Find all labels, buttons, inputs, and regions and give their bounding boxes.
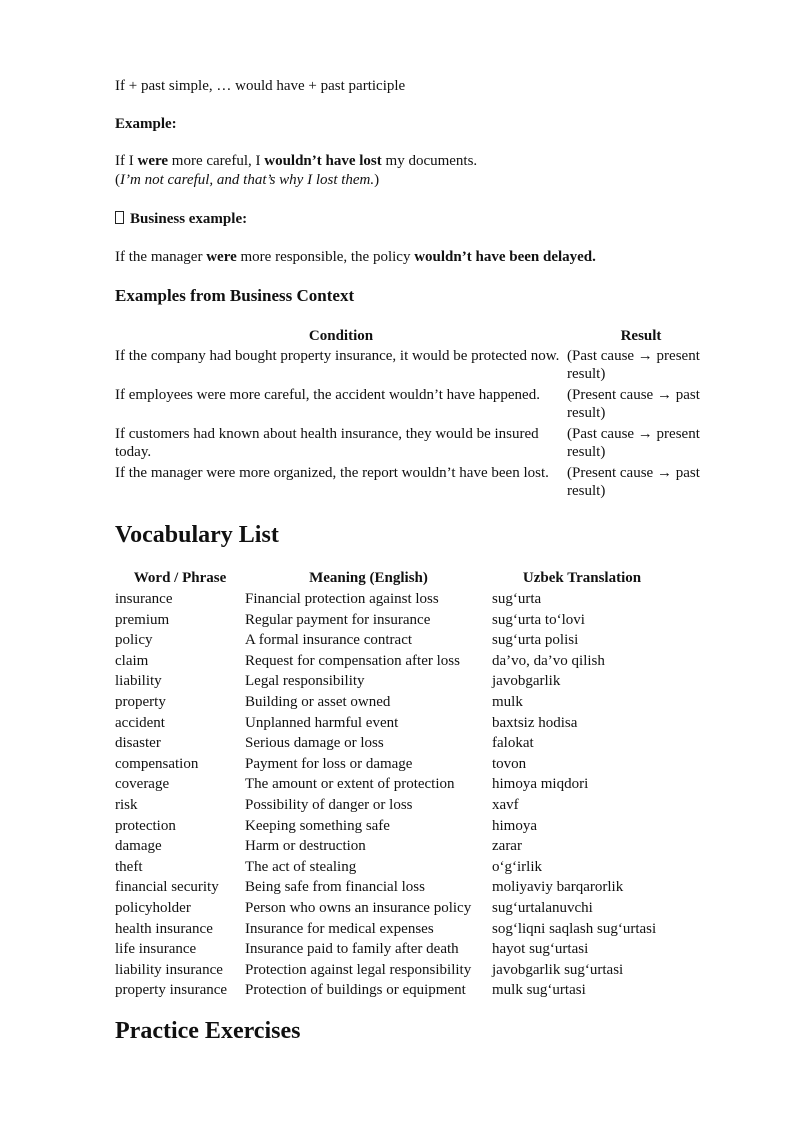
word-cell: damage <box>115 838 162 855</box>
meaning-cell: Building or asset owned <box>245 693 391 710</box>
uzbek-cell: xavf <box>492 796 519 813</box>
table-row <box>115 692 672 713</box>
uzbek-cell: baxtsiz hodisa <box>492 714 578 731</box>
vocabulary-table <box>115 568 672 1001</box>
example-explanation <box>115 171 379 190</box>
word-cell: claim <box>115 652 149 669</box>
table-row <box>115 939 672 960</box>
business-text: more responsible, the policy <box>236 249 415 265</box>
word-cell: life insurance <box>115 941 197 958</box>
word-cell: liability <box>115 673 162 690</box>
example-bold-verb: were <box>137 153 169 169</box>
meaning-cell: Insurance paid to family after death <box>245 941 459 958</box>
table-row <box>115 919 672 940</box>
table-row <box>115 713 672 734</box>
result-cell: (Present cause → past result) <box>567 465 700 499</box>
example-text: If I <box>115 153 138 169</box>
word-cell: accident <box>115 714 165 731</box>
uzbek-cell: hayot sug‘urtasi <box>492 941 589 958</box>
condition-cell: If the company had bought property insurance, it would be protected now. <box>115 348 560 364</box>
word-cell: property <box>115 693 166 710</box>
table-row <box>115 754 672 775</box>
example-italic-note: I’m not careful, and that’s why I lost them. <box>120 172 375 188</box>
meaning-cell: Payment for loss or damage <box>245 755 413 772</box>
meaning-cell: Protection against legal responsibility <box>245 961 472 978</box>
vocabulary-rows <box>115 589 672 1001</box>
meaning-cell: Harm or destruction <box>245 838 366 855</box>
uzbek-cell: mulk sug‘urtasi <box>492 982 586 999</box>
word-cell: theft <box>115 858 143 875</box>
table-row <box>115 386 715 425</box>
word-cell: protection <box>115 817 176 834</box>
business-example-sentence <box>115 248 596 267</box>
uzbek-cell: falokat <box>492 735 534 752</box>
practice-heading: Practice Exercises <box>115 1018 301 1044</box>
meaning-cell: Serious damage or loss <box>245 735 384 752</box>
table-row <box>115 610 672 631</box>
business-context-table <box>115 326 715 503</box>
uzbek-cell: moliyaviy barqarorlik <box>492 879 624 896</box>
result-cell: (Present cause → past result) <box>567 387 700 421</box>
word-cell: policyholder <box>115 899 191 916</box>
table-header-row <box>115 568 672 589</box>
business-bold-verb: were <box>206 249 237 265</box>
word-cell: property insurance <box>115 982 228 999</box>
condition-cell: If the manager were more organized, the report wouldn’t have been lost. <box>115 465 549 481</box>
vocabulary-heading: Vocabulary List <box>115 522 279 548</box>
condition-cell: If customers had known about health insurance, they would be insured today. <box>115 426 539 460</box>
meaning-cell: Request for compensation after loss <box>245 652 460 669</box>
meaning-cell: Person who owns an insurance policy <box>245 899 472 916</box>
business-text: If the manager <box>115 249 207 265</box>
table-row <box>115 877 672 898</box>
table-row <box>115 630 672 651</box>
column-header-word: Word / Phrase <box>133 570 227 586</box>
uzbek-cell: himoya <box>492 817 537 834</box>
table-row <box>115 980 672 1001</box>
word-cell: disaster <box>115 735 161 752</box>
condition-cell: If employees were more careful, the accident wouldn’t have happened. <box>115 387 540 403</box>
uzbek-cell: zarar <box>492 838 522 855</box>
table-row <box>115 857 672 878</box>
uzbek-cell: javobgarlik <box>492 673 561 690</box>
table-row <box>115 836 672 857</box>
table-row <box>115 816 672 837</box>
paren-close: ) <box>374 172 380 188</box>
meaning-cell: Legal responsibility <box>245 673 365 690</box>
uzbek-cell: sog‘liqni saqlash sug‘urtasi <box>492 920 657 937</box>
word-cell: risk <box>115 796 138 813</box>
business-example-label: Business example: <box>130 211 248 227</box>
business-example-label-line <box>115 210 247 229</box>
word-cell: liability insurance <box>115 961 223 978</box>
uzbek-cell: da’vo, da’vo qilish <box>492 652 605 669</box>
missing-glyph-icon <box>115 211 124 224</box>
column-header-condition: Condition <box>308 328 374 344</box>
example-text: more careful, I <box>168 153 265 169</box>
uzbek-cell: sug‘urta to‘lovi <box>492 611 585 628</box>
word-cell: premium <box>115 611 170 628</box>
column-header-meaning: Meaning (English) <box>309 570 428 586</box>
word-cell: coverage <box>115 776 170 793</box>
table-row <box>115 898 672 919</box>
business-context-heading: Examples from Business Context <box>115 286 355 305</box>
meaning-cell: Possibility of danger or loss <box>245 796 413 813</box>
table-row <box>115 960 672 981</box>
result-cell: (Past cause → present result) <box>567 426 700 460</box>
word-cell: insurance <box>115 591 173 607</box>
uzbek-cell: tovon <box>492 755 527 772</box>
example-bold-result: wouldn’t have lost <box>264 153 382 169</box>
uzbek-cell: javobgarlik sug‘urtasi <box>492 961 624 978</box>
meaning-cell: Regular payment for insurance <box>245 611 431 628</box>
meaning-cell: Financial protection against loss <box>245 591 439 607</box>
table-row <box>115 651 672 672</box>
meaning-cell: Being safe from financial loss <box>245 879 425 896</box>
word-cell: health insurance <box>115 920 213 937</box>
meaning-cell: Protection of buildings or equipment <box>245 982 466 999</box>
meaning-cell: A formal insurance contract <box>245 632 413 649</box>
table-row <box>115 347 715 386</box>
meaning-cell: The amount or extent of protection <box>245 776 455 793</box>
result-cell: (Past cause → present result) <box>567 348 700 382</box>
meaning-cell: Keeping something safe <box>245 817 390 834</box>
uzbek-cell: sug‘urta <box>492 591 542 607</box>
table-row <box>115 671 672 692</box>
word-cell: policy <box>115 632 153 649</box>
table-row <box>115 464 715 503</box>
paren-open: ( <box>115 172 120 188</box>
example-text: my documents. <box>381 153 478 169</box>
table-header-row <box>115 326 715 347</box>
table-row <box>115 589 672 610</box>
meaning-cell: Insurance for medical expenses <box>245 920 434 937</box>
uzbek-cell: himoya miqdori <box>492 776 589 793</box>
table-row <box>115 795 672 816</box>
column-header-uzbek: Uzbek Translation <box>522 570 642 586</box>
uzbek-cell: mulk <box>492 693 523 710</box>
meaning-cell: The act of stealing <box>245 858 357 875</box>
example-sentence <box>115 152 477 171</box>
word-cell: financial security <box>115 879 219 896</box>
uzbek-cell: sug‘urta polisi <box>492 632 579 649</box>
table-row <box>115 774 672 795</box>
table-row <box>115 425 715 464</box>
uzbek-cell: sug‘urtalanuvchi <box>492 899 593 916</box>
formula-line: If + past simple, … would have + past participle <box>115 78 406 94</box>
example-label: Example: <box>115 116 177 132</box>
meaning-cell: Unplanned harmful event <box>245 714 399 731</box>
uzbek-cell: o‘g‘irlik <box>492 858 542 875</box>
word-cell: compensation <box>115 755 199 772</box>
business-bold-result: wouldn’t have been delayed. <box>414 249 596 265</box>
table-row <box>115 733 672 754</box>
column-header-result: Result <box>620 328 662 344</box>
